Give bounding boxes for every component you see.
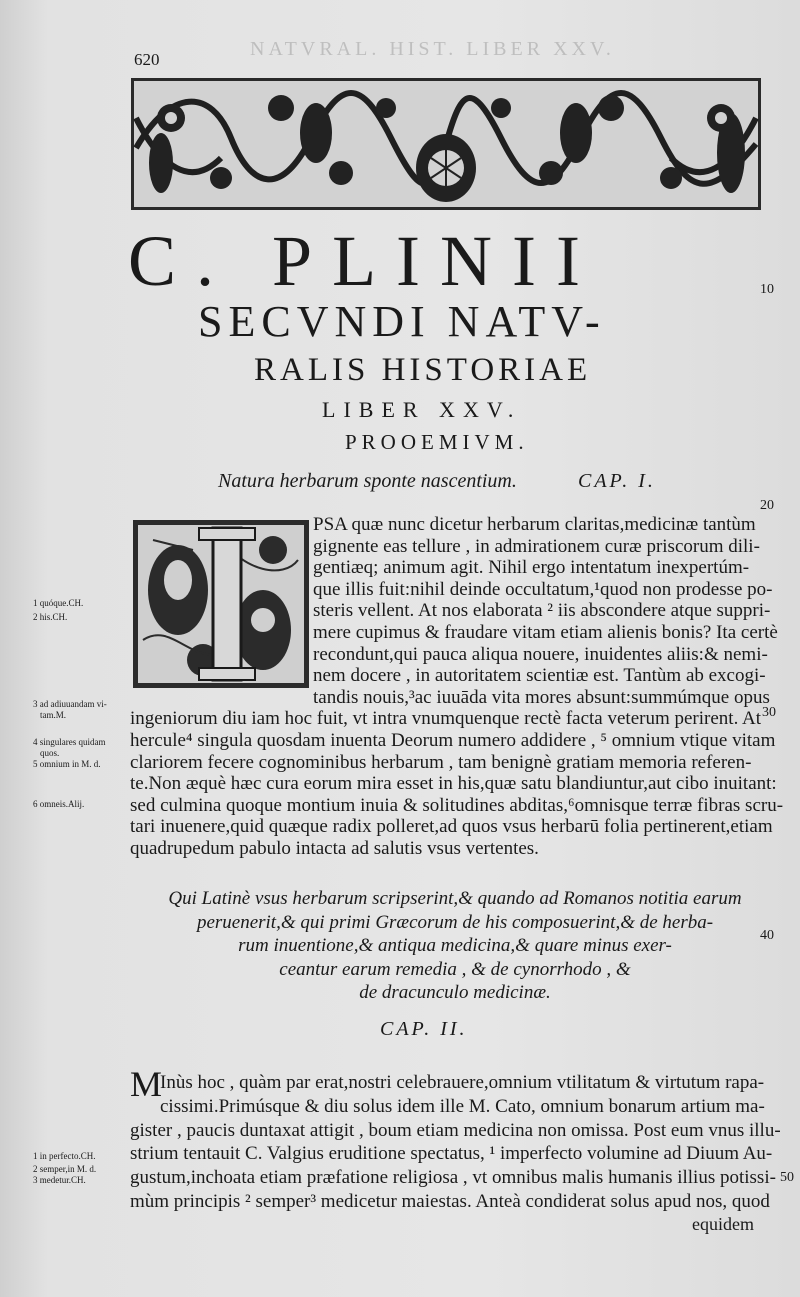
text-line: te.Non æquè hæc cura eorum mira esset in his,quæ satu blandiuntur,aut cibo inuitant: [130,773,777,794]
text-line: gentiæq; animum agit. Nihil ergo intentatum inexpertúm- [313,557,750,578]
book-label: LIBER XXV. [322,397,522,422]
chapter-2-heading-line: rum inuentione,& antiqua medicina,& quare minus exer- [238,935,672,956]
text-line: Inùs hoc , quàm par erat,nostri celebrauere,omnium vtilitatum & virtutum rapa- [160,1072,765,1093]
line-number: 20 [760,498,774,513]
title-line-3: RALIS HISTORIAE [254,352,592,388]
proemium-label: PROOEMIVM. [345,430,529,454]
text-line: cissimi.Primúsque & diu solus idem ille M. Cato, omnium bonarum artium ma- [160,1096,765,1117]
text-line: nem docere , in autoritatem scientiæ est. Tantùm ab excogi- [313,665,766,686]
margin-note: tam.M. [40,710,66,720]
margin-note: quos. [40,748,60,758]
decorated-initial-i [133,520,309,688]
margin-note: 2 semper,in M. d. [33,1164,97,1174]
text-line: mùm principis ² semper³ medicetur maiestas. Anteà condiderat solus apud nos, quod [130,1191,770,1212]
text-line: tari inuenere,quid quæque radix polleret,ad quos vsus herbarū folia pertinerent,etiam [130,816,773,837]
chapter-2-heading-line: ceantur earum remedia , & de cynorrhodo , & [279,959,631,980]
chapter-1-label: CAP. I. [578,470,656,492]
text-line: hercule⁴ singula quosdam inuenta Deorum numero addidere , ⁵ omnium vtique vitam [130,730,776,751]
margin-note: 4 singulares quidam [33,737,106,747]
margin-note: 6 omneis.Alij. [33,799,85,809]
chapter-2-heading-line: Qui Latinè vsus herbarum scripserint,& quando ad Romanos notitia earum [168,888,742,909]
line-number: 10 [760,282,774,297]
catchword: equidem [692,1214,754,1234]
text-line: sed culmina quoque montium inuia & solitudines abditas,⁶omnisque terræ fibras scru- [130,795,784,816]
chapter-1-heading: Natura herbarum sponte nascentium. [218,470,517,492]
text-line: tandis nouis,³ac iuuāda vita mores absunt:summúmque opus [313,687,770,708]
line-number: 40 [760,928,774,943]
margin-note: 3 medetur.CH. [33,1175,86,1185]
margin-note: 5 omnium in M. d. [33,759,101,769]
margin-note: 2 his.CH. [33,612,68,622]
drop-initial-m: M [130,1064,163,1104]
title-line-2: SECVNDI NATV- [198,297,606,346]
margin-note: 1 in perfecto.CH. [33,1151,96,1161]
margin-note: 3 ad adiuuandam vi- [33,699,107,709]
ornamental-headpiece [131,78,761,210]
margin-note: 1 quóque.CH. [33,598,84,608]
text-line: steris vellent. At nos elaborata ² iis abscondere atque suppri- [313,600,771,621]
text-line: clariorem fecere cognominibus herbarum , tam benignè gratiam memoria referen- [130,752,752,773]
chapter-2-heading-line: peruenerit,& qui primi Græcorum de his composuerint,& de herba- [196,912,714,933]
text-line: gignente eas tellure , in admirationem curæ priscorum dili- [313,536,760,557]
text-line: ingeniorum diu iam hoc fuit, vt intra vnumquenque rectè facta veterum perirent. At [130,708,762,729]
chapter-2-label: CAP. II. [380,1018,468,1040]
running-head-bleedthrough: NATVRAL. HIST. LIBER XXV. [250,38,615,60]
text-line: mere cupimus & fraudare vitam etiam alienis bonis? Ita certè [313,622,778,643]
text-line: PSA quæ nunc dicetur herbarum claritas,medicinæ tantùm [313,514,756,535]
line-number: 50 [780,1170,794,1185]
text-line: strium tentauit C. Valgius eruditione spectatus, ¹ imperfecto volumine ad Diuum Au- [130,1143,773,1164]
text-line: recondunt,qui pauca aliqua nouere, inuidentes aliis:& nemi- [313,644,768,665]
chapter-2-heading-line: de dracunculo medicinæ. [359,982,551,1003]
title-line-1: C. PLINII [128,221,600,301]
text-line: gister , paucis duntaxat attigit , boum etiam medicina non omissa. Post eum vnus illu- [130,1120,781,1141]
text-line: quadrupedum pabulo intacta ad salutis vsus vertentes. [130,838,539,859]
text-line: gustum,inchoata etiam præfatione religiosa , vt omnibus malis humanis illius potissi- [130,1167,776,1188]
page-number: 620 [134,50,160,69]
line-number: 30 [762,705,776,720]
text-line: que illis fuit:nihil deinde occultatum,¹quod non prodesse po- [313,579,773,600]
